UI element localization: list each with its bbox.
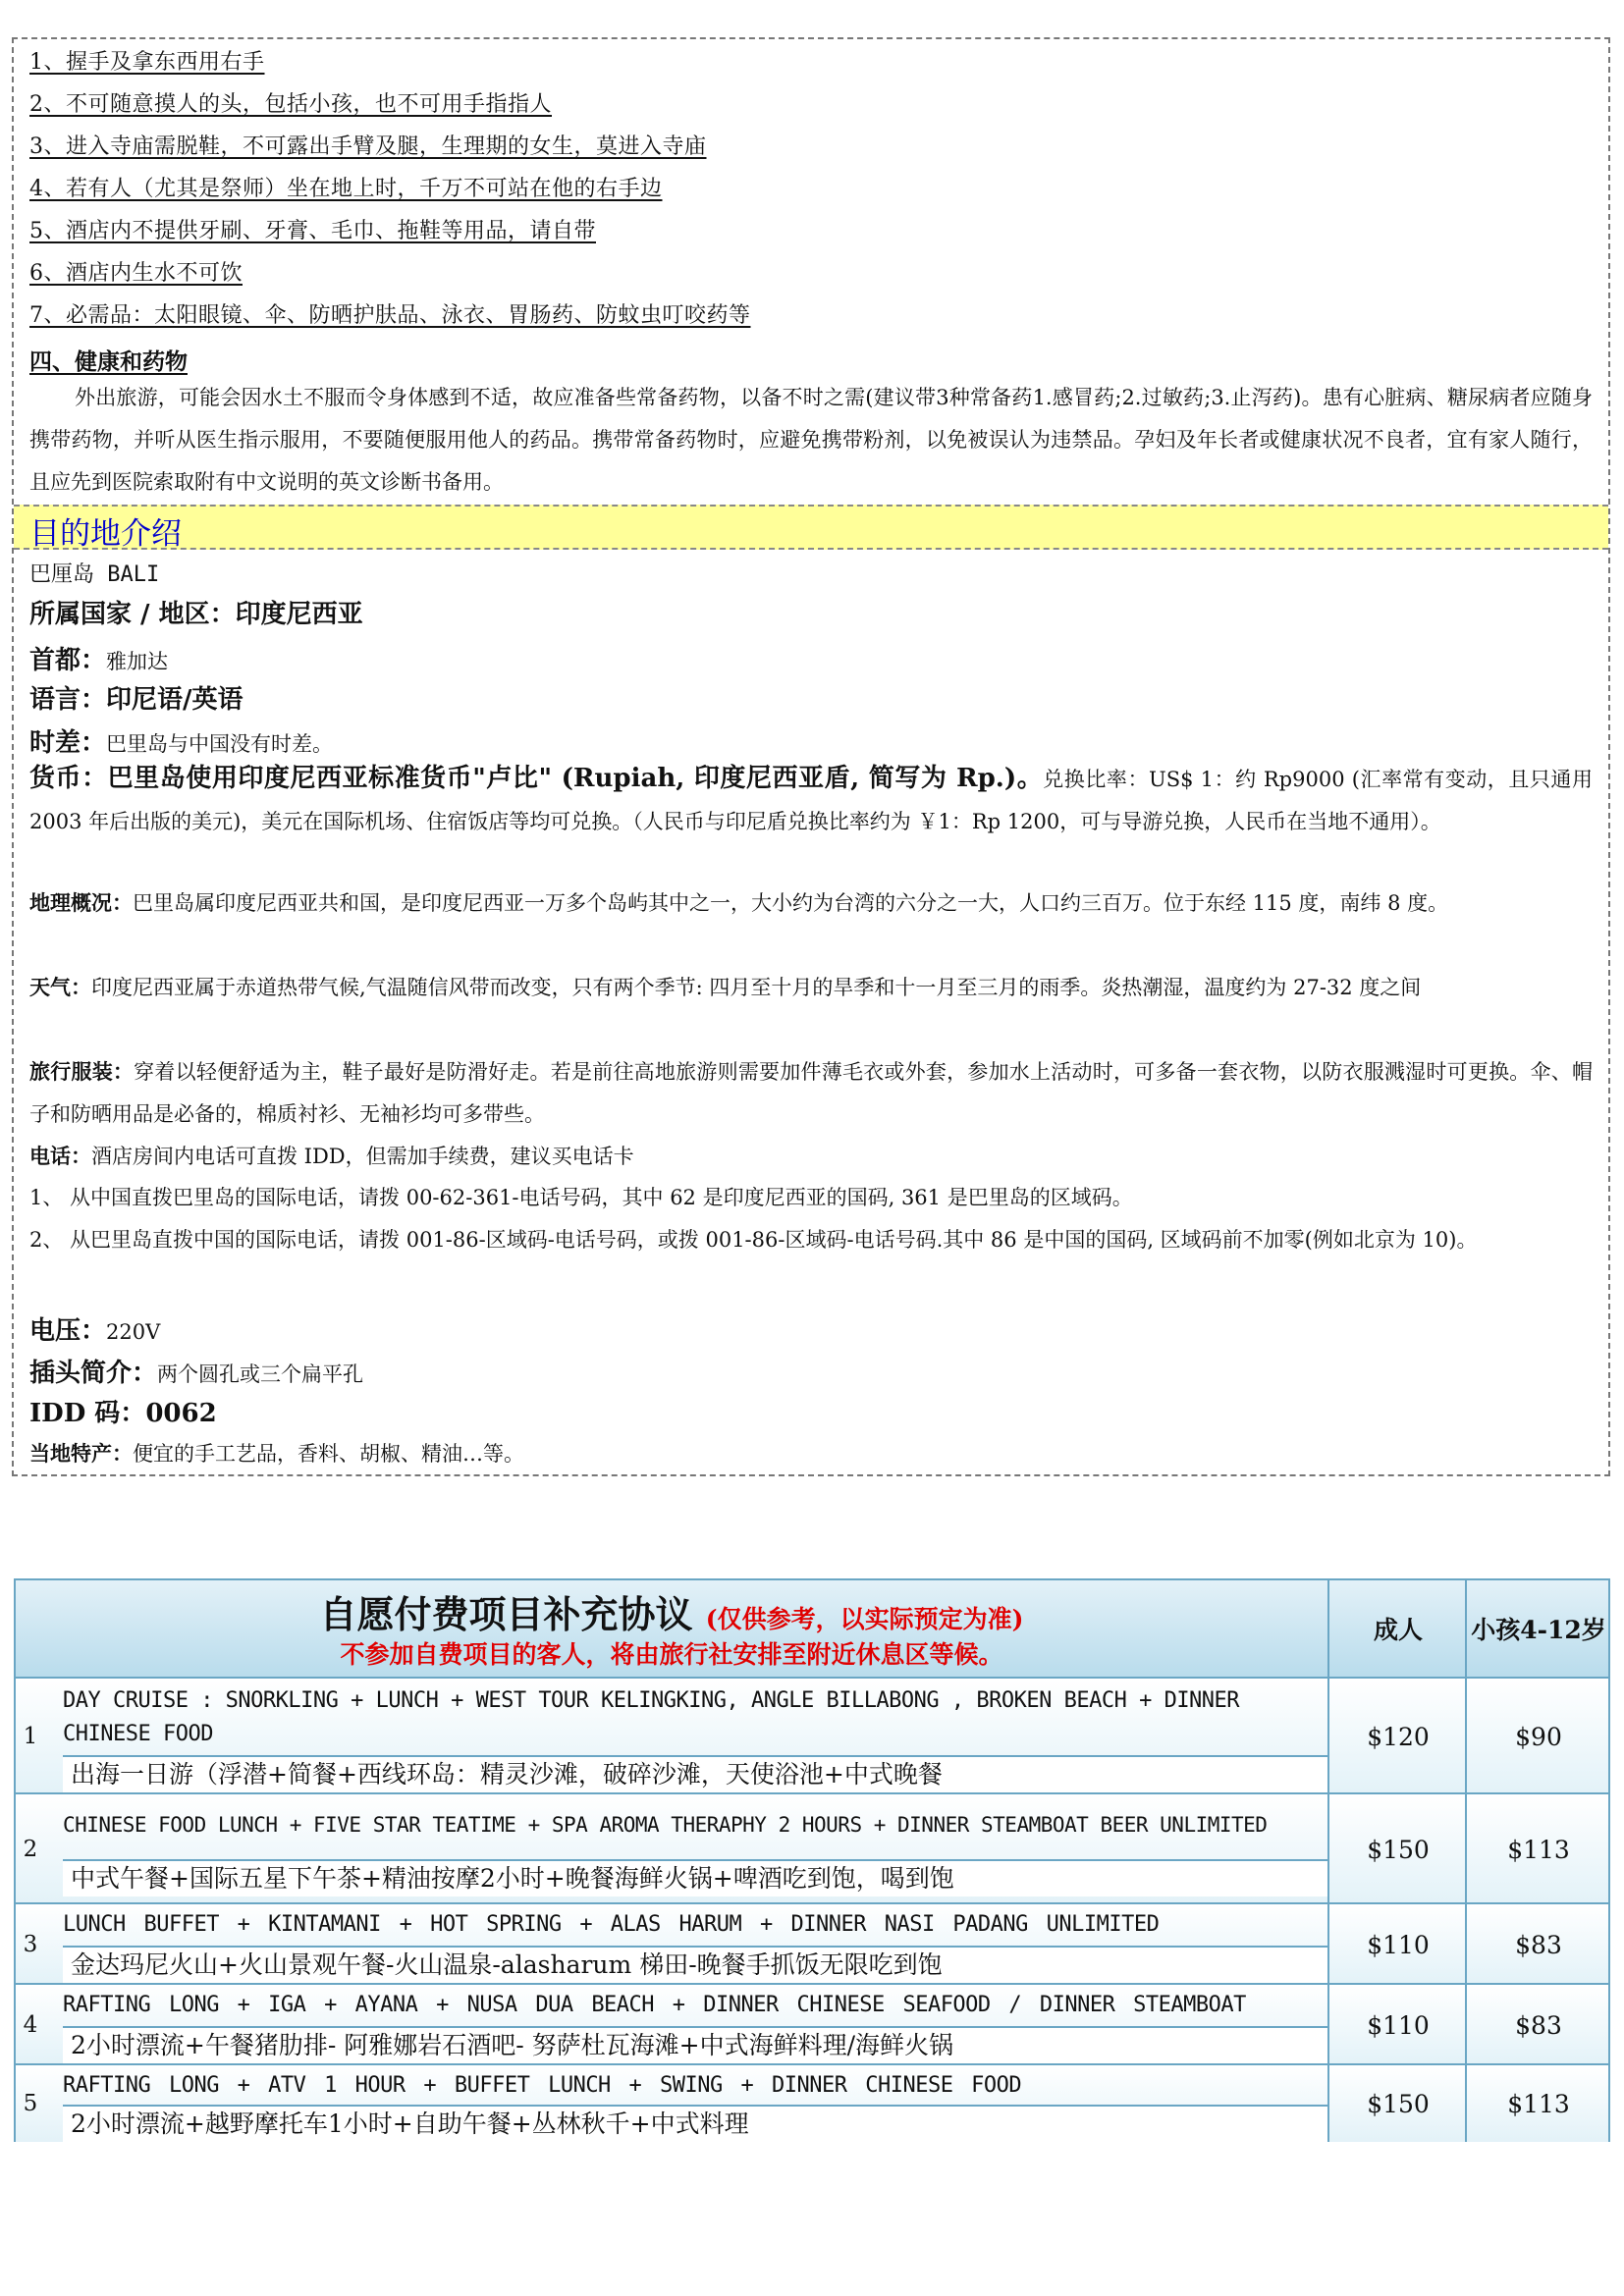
currency-paragraph: [29, 758, 1593, 843]
destination-banner-title: 目的地介绍: [29, 516, 182, 552]
table-row: [16, 1792, 1608, 1904]
clothing-text: 穿着以轻便舒适为主，鞋子最好是防滑好走。若是前往高地旅游则需要加件薄毛衣或外套，参加水上活动时，可多备一套衣物，以防衣服溅湿时可更换。伞、帽子和防晒用品是必备的，棉质衬衫、无袖衫均可多带些。: [29, 1060, 1594, 1126]
idd-line: [29, 1393, 1593, 1429]
row-number: 1: [23, 1724, 38, 1749]
row-child-price: $83: [1465, 1904, 1610, 1985]
language-line: [29, 679, 1593, 716]
destination-banner: [14, 505, 1608, 550]
row-english-description: RAFTING LONG + ATV 1 HOUR + BUFFET LUNCH + SWING + DINNER CHINESE FOOD: [63, 2073, 1022, 2098]
rule-item: 5、酒店内不提供牙刷、牙膏、毛巾、拖鞋等用品，请自带: [29, 219, 596, 243]
geography-paragraph: [29, 881, 1593, 925]
column-header-child: 小孩4-12岁: [1465, 1580, 1610, 1677]
plug-label: 插头简介：: [29, 1359, 158, 1388]
row-child-price: $113: [1465, 1794, 1610, 1904]
specialty-label: 当地特产：: [29, 1441, 133, 1466]
row-child-price: $113: [1465, 2065, 1610, 2142]
phone-text: 酒店房间内电话可直拨 IDD，但需加手续费，建议买电话卡: [91, 1145, 634, 1168]
destination-name: 巴厘岛 BALI: [29, 562, 160, 587]
table-row: [16, 1902, 1608, 1985]
row-english-description: LUNCH BUFFET + KINTAMANI + HOT SPRING + ALAS HARUM + DINNER NASI PADANG UNLIMITED: [63, 1912, 1160, 1937]
health-heading: 四、健康和药物: [29, 348, 188, 375]
country-line: [29, 594, 1593, 630]
row-adult-price: $150: [1327, 2065, 1467, 2142]
phone-instruction: 2、 从巴里岛直拨中国的国际电话，请拨 001-86-区域码-电话号码，或拨 001-86-区域码-电话号码.其中 86 是中国的国码, 区域码前不加零(例如北京为 10)。: [29, 1228, 1478, 1252]
voltage-label: 电压：: [29, 1316, 107, 1346]
currency-highlight: 巴里岛使用印度尼西亚标准货币"卢比" (Rupiah, 印度尼西亚盾, 简写为 Rp.)。: [107, 764, 1044, 793]
table-note: (仅供参考，以实际预定为准): [705, 1605, 1024, 1633]
table-title: 自愿付费项目补充协议: [319, 1592, 693, 1636]
country-value: 印度尼西亚: [235, 600, 363, 629]
rule-item: 7、必需品：太阳眼镜、伞、防晒护肤品、泳衣、胃肠药、防蚊虫叮咬药等: [29, 303, 751, 328]
row-chinese-description: 中式午餐+国际五星下午茶+精油按摩2小时+晚餐海鲜火锅+啤酒吃到饱，喝到饱: [63, 1859, 1329, 1896]
capital-label: 首都：: [29, 646, 107, 675]
optional-activities-table: [14, 1578, 1610, 2142]
row-chinese-description: 2小时漂流+午餐猪肋排- 阿雅娜岩石酒吧- 努萨杜瓦海滩+中式海鲜料理/海鲜火锅: [63, 2026, 1329, 2063]
geography-label: 地理概况：: [29, 890, 133, 915]
clothing-label: 旅行服装：: [29, 1059, 135, 1084]
rule-item: 2、不可随意摸人的头，包括小孩，也不可用手指指人: [29, 92, 552, 117]
idd-value: 0062: [145, 1399, 217, 1428]
weather-paragraph: [29, 966, 1593, 1009]
weather-label: 天气：: [29, 975, 91, 999]
phone-instruction: 1、 从中国直拨巴里岛的国际电话，请拨 00-62-361-电话号码，其中 62 是印度尼西亚的国码, 361 是巴里岛的区域码。: [29, 1186, 1133, 1209]
table-subtitle: 不参加自费项目的客人，将由旅行社安排至附近休息区等候。: [340, 1640, 1003, 1669]
row-child-price: $83: [1465, 1985, 1610, 2065]
idd-label: IDD 码：: [29, 1399, 146, 1428]
row-number: 2: [23, 1837, 38, 1862]
language-value: 印尼语/英语: [106, 685, 244, 715]
row-english-description: RAFTING LONG + IGA + AYANA + NUSA DUA BEACH + DINNER CHINESE SEAFOOD / DINNER STEAMBOAT: [63, 1993, 1246, 2017]
row-english-description: DAY CRUISE : SNORKLING + LUNCH + WEST TOUR KELINGKING, ANGLE BILLABONG , BROKEN BEACH + DINNER CHINESE FOOD: [63, 1688, 1240, 1746]
language-label: 语言：: [29, 685, 107, 715]
row-adult-price: $110: [1327, 1904, 1467, 1985]
plug-value: 两个圆孔或三个扁平孔: [157, 1362, 364, 1386]
specialty-line: [29, 1438, 1593, 1468]
table-row: [16, 1983, 1608, 2065]
row-adult-price: $150: [1327, 1794, 1467, 1904]
clothing-paragraph: [29, 1050, 1593, 1136]
table-row: [16, 1677, 1608, 1794]
phone-paragraph: [29, 1135, 1593, 1178]
row-number: 4: [23, 2012, 38, 2038]
row-chinese-description: 出海一日游（浮潜+简餐+西线环岛：精灵沙滩，破碎沙滩，天使浴池+中式晚餐: [63, 1755, 1329, 1792]
health-paragraph: 外出旅游，可能会因水土不服而令身体感到不适，故应准备些常备药物，以备不时之需(建议带3种常备药1.感冒药;2.过敏药;3.止泻药)。患有心脏病、糖尿病者应随身携带药物，并听从医生指示服用，不要随便服用他人的药品。携带常备药物时，应避免携带粉剂，以免被误认为违禁品。孕妇及年长者或健康状况不良者，宜有家人随行，且应先到医院索取附有中文说明的英文诊断书备用。: [29, 386, 1593, 494]
table-row: [16, 2063, 1608, 2142]
phone-label: 电话：: [29, 1144, 91, 1168]
voltage-value: 220V: [106, 1320, 161, 1344]
weather-text: 印度尼西亚属于赤道热带气候,气温随信风带而改变，只有两个季节: 四月至十月的旱季和十一月至三月的雨季。炎热潮湿，温度约为 27-32 度之间: [91, 976, 1422, 999]
rule-item: 1、握手及拿东西用右手: [29, 50, 265, 75]
row-child-price: $90: [1465, 1679, 1610, 1794]
row-adult-price: $110: [1327, 1985, 1467, 2065]
row-number: 3: [23, 1932, 38, 1957]
currency-details: 兑换比率：US$ 1：约 Rp9000 (汇率常有变动，且只通用 2003 年后出版的美元)，美元在国际机场、住宿饭店等均可兑换。（人民币与印尼盾兑换比率约为 ￥1：Rp 1200，可与导游兑换，人民币在当地不通用）。: [29, 768, 1593, 833]
column-header-adult: 成人: [1327, 1580, 1467, 1677]
row-chinese-description: 金达玛尼火山+火山景观午餐-火山温泉-alasharum 梯田-晚餐手抓饭无限吃到饱: [63, 1946, 1329, 1983]
rule-item: 4、若有人（尤其是祭师）坐在地上时，千万不可站在他的右手边: [29, 177, 663, 201]
table-header: [16, 1580, 1608, 1679]
voltage-line: [29, 1310, 1593, 1347]
row-chinese-description: 2小时漂流+越野摩托车1小时+自助午餐+丛林秋千+中式料理: [63, 2105, 1329, 2142]
specialty-value: 便宜的手工艺品，香料、胡椒、精油…等。: [133, 1442, 524, 1466]
rule-item: 3、进入寺庙需脱鞋，不可露出手臂及腿，生理期的女生，莫进入寺庙: [29, 134, 707, 159]
timezone-line: [29, 722, 1593, 759]
capital-value: 雅加达: [106, 650, 169, 673]
row-english-description: CHINESE FOOD LUNCH + FIVE STAR TEATIME + SPA AROMA THERAPHY 2 HOURS + DINNER STEAMBOAT BEER UNLIMITED: [63, 1813, 1268, 1837]
rule-item: 6、酒店内生水不可饮: [29, 261, 243, 286]
country-label: 所属国家 / 地区：: [29, 600, 236, 629]
row-adult-price: $120: [1327, 1679, 1467, 1794]
geography-text: 巴里岛属印度尼西亚共和国，是印度尼西亚一万多个岛屿其中之一，大小约为台湾的六分之一大，人口约三百万。位于东经 115 度，南纬 8 度。: [133, 891, 1449, 915]
timezone-value: 巴里岛与中国没有时差。: [106, 732, 334, 756]
table-title-line: [16, 1584, 1327, 1638]
capital-line: [29, 640, 1593, 676]
currency-label: 货币：: [29, 764, 108, 793]
timezone-label: 时差：: [29, 728, 107, 758]
row-number: 5: [23, 2091, 38, 2116]
plug-line: [29, 1353, 1593, 1389]
